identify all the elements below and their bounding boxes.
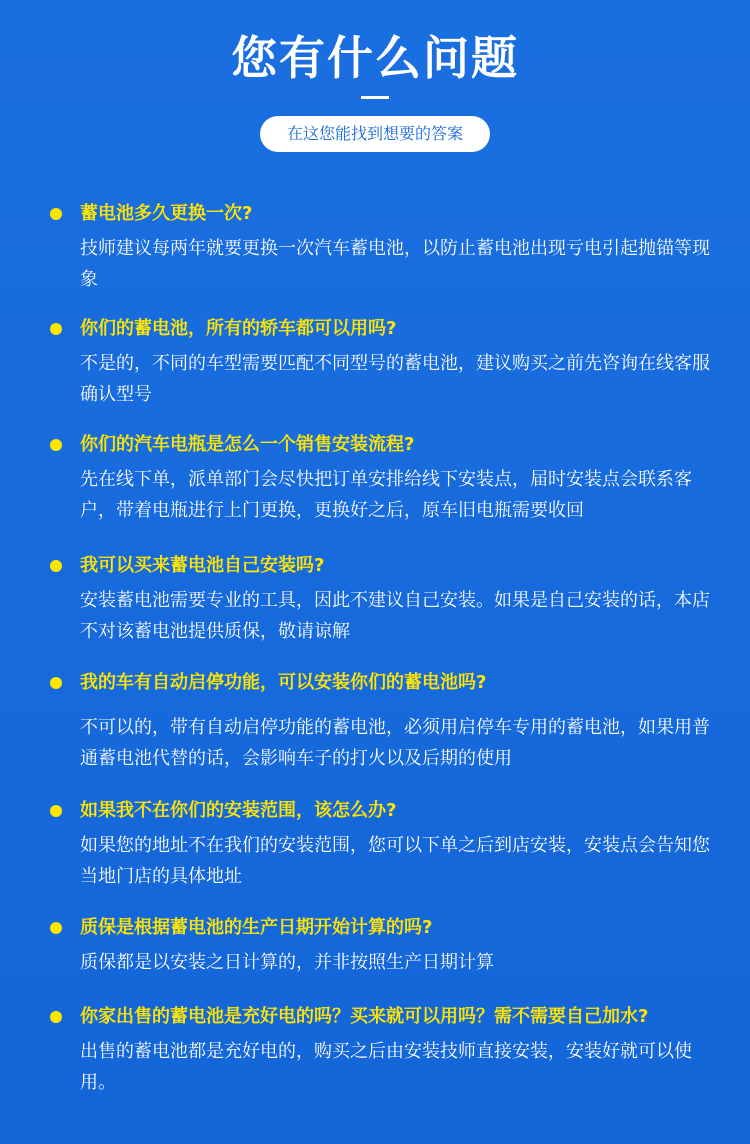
faq-item-6 xyxy=(50,796,710,892)
bullet-dot-icon xyxy=(50,805,62,817)
bullet-dot-icon xyxy=(50,323,62,335)
faq-answer: 质保都是以安装之日计算的，并非按照生产日期计算 xyxy=(80,952,494,973)
faq-item-1 xyxy=(50,199,710,295)
title-divider xyxy=(361,96,389,99)
faq-question-text: 我的车有自动启停功能，可以安装你们的蓄电池吗? xyxy=(80,672,487,693)
bullet-dot-icon xyxy=(50,560,62,572)
faq-item-3 xyxy=(50,430,710,526)
faq-question xyxy=(50,1002,710,1032)
bullet-dot-icon xyxy=(50,922,62,934)
subtitle-badge: 在这您能找到想要的答案 xyxy=(260,116,490,152)
faq-question xyxy=(50,913,710,943)
faq-question xyxy=(50,796,710,826)
faq-question-text: 你们的蓄电池，所有的轿车都可以用吗? xyxy=(80,318,397,339)
faq-item-4 xyxy=(50,551,710,647)
bullet-dot-icon xyxy=(50,208,62,220)
faq-answer: 如果您的地址不在我们的安装范围，您可以下单之后到店安装，安装点会告知您当地门店的具体地址 xyxy=(80,835,710,887)
faq-item-2 xyxy=(50,314,710,410)
faq-answer: 不是的，不同的车型需要匹配不同型号的蓄电池，建议购买之前先咨询在线客服确认型号 xyxy=(80,353,710,405)
faq-question-text: 你们的汽车电瓶是怎么一个销售安装流程? xyxy=(80,434,415,455)
faq-question xyxy=(50,430,710,460)
faq-question xyxy=(50,668,710,698)
faq-question xyxy=(50,551,710,581)
faq-item-8 xyxy=(50,1002,710,1098)
faq-question xyxy=(50,314,710,344)
faq-question-text: 我可以买来蓄电池自己安装吗? xyxy=(80,555,325,576)
page-title: 您有什么问题 xyxy=(231,31,519,85)
bullet-dot-icon xyxy=(50,677,62,689)
faq-question-text: 蓄电池多久更换一次? xyxy=(80,203,253,224)
faq-answer: 先在线下单，派单部门会尽快把订单安排给线下安装点，届时安装点会联系客户，带着电瓶进行上门更换，更换好之后，原车旧电瓶需要收回 xyxy=(80,469,692,521)
bullet-dot-icon xyxy=(50,439,62,451)
faq-question xyxy=(50,199,710,229)
faq-answer: 技师建议每两年就要更换一次汽车蓄电池，以防止蓄电池出现亏电引起抛锚等现象 xyxy=(80,238,710,290)
faq-question-text: 你家出售的蓄电池是充好电的吗？买来就可以用吗？需不需要自己加水? xyxy=(80,1006,649,1027)
faq-item-7 xyxy=(50,913,710,978)
faq-answer: 安装蓄电池需要专业的工具，因此不建议自己安装。如果是自己安装的话，本店不对该蓄电池提供质保，敬请谅解 xyxy=(80,590,710,642)
faq-question-text: 如果我不在你们的安装范围，该怎么办? xyxy=(80,800,397,821)
faq-answer: 不可以的，带有自动启停功能的蓄电池，必须用启停车专用的蓄电池，如果用普通蓄电池代替的话，会影响车子的打火以及后期的使用 xyxy=(80,717,710,769)
faq-answer: 出售的蓄电池都是充好电的，购买之后由安装技师直接安装，安装好就可以使用。 xyxy=(80,1041,692,1093)
faq-question-text: 质保是根据蓄电池的生产日期开始计算的吗? xyxy=(80,917,433,938)
bullet-dot-icon xyxy=(50,1011,62,1023)
faq-item-5 xyxy=(50,668,710,774)
